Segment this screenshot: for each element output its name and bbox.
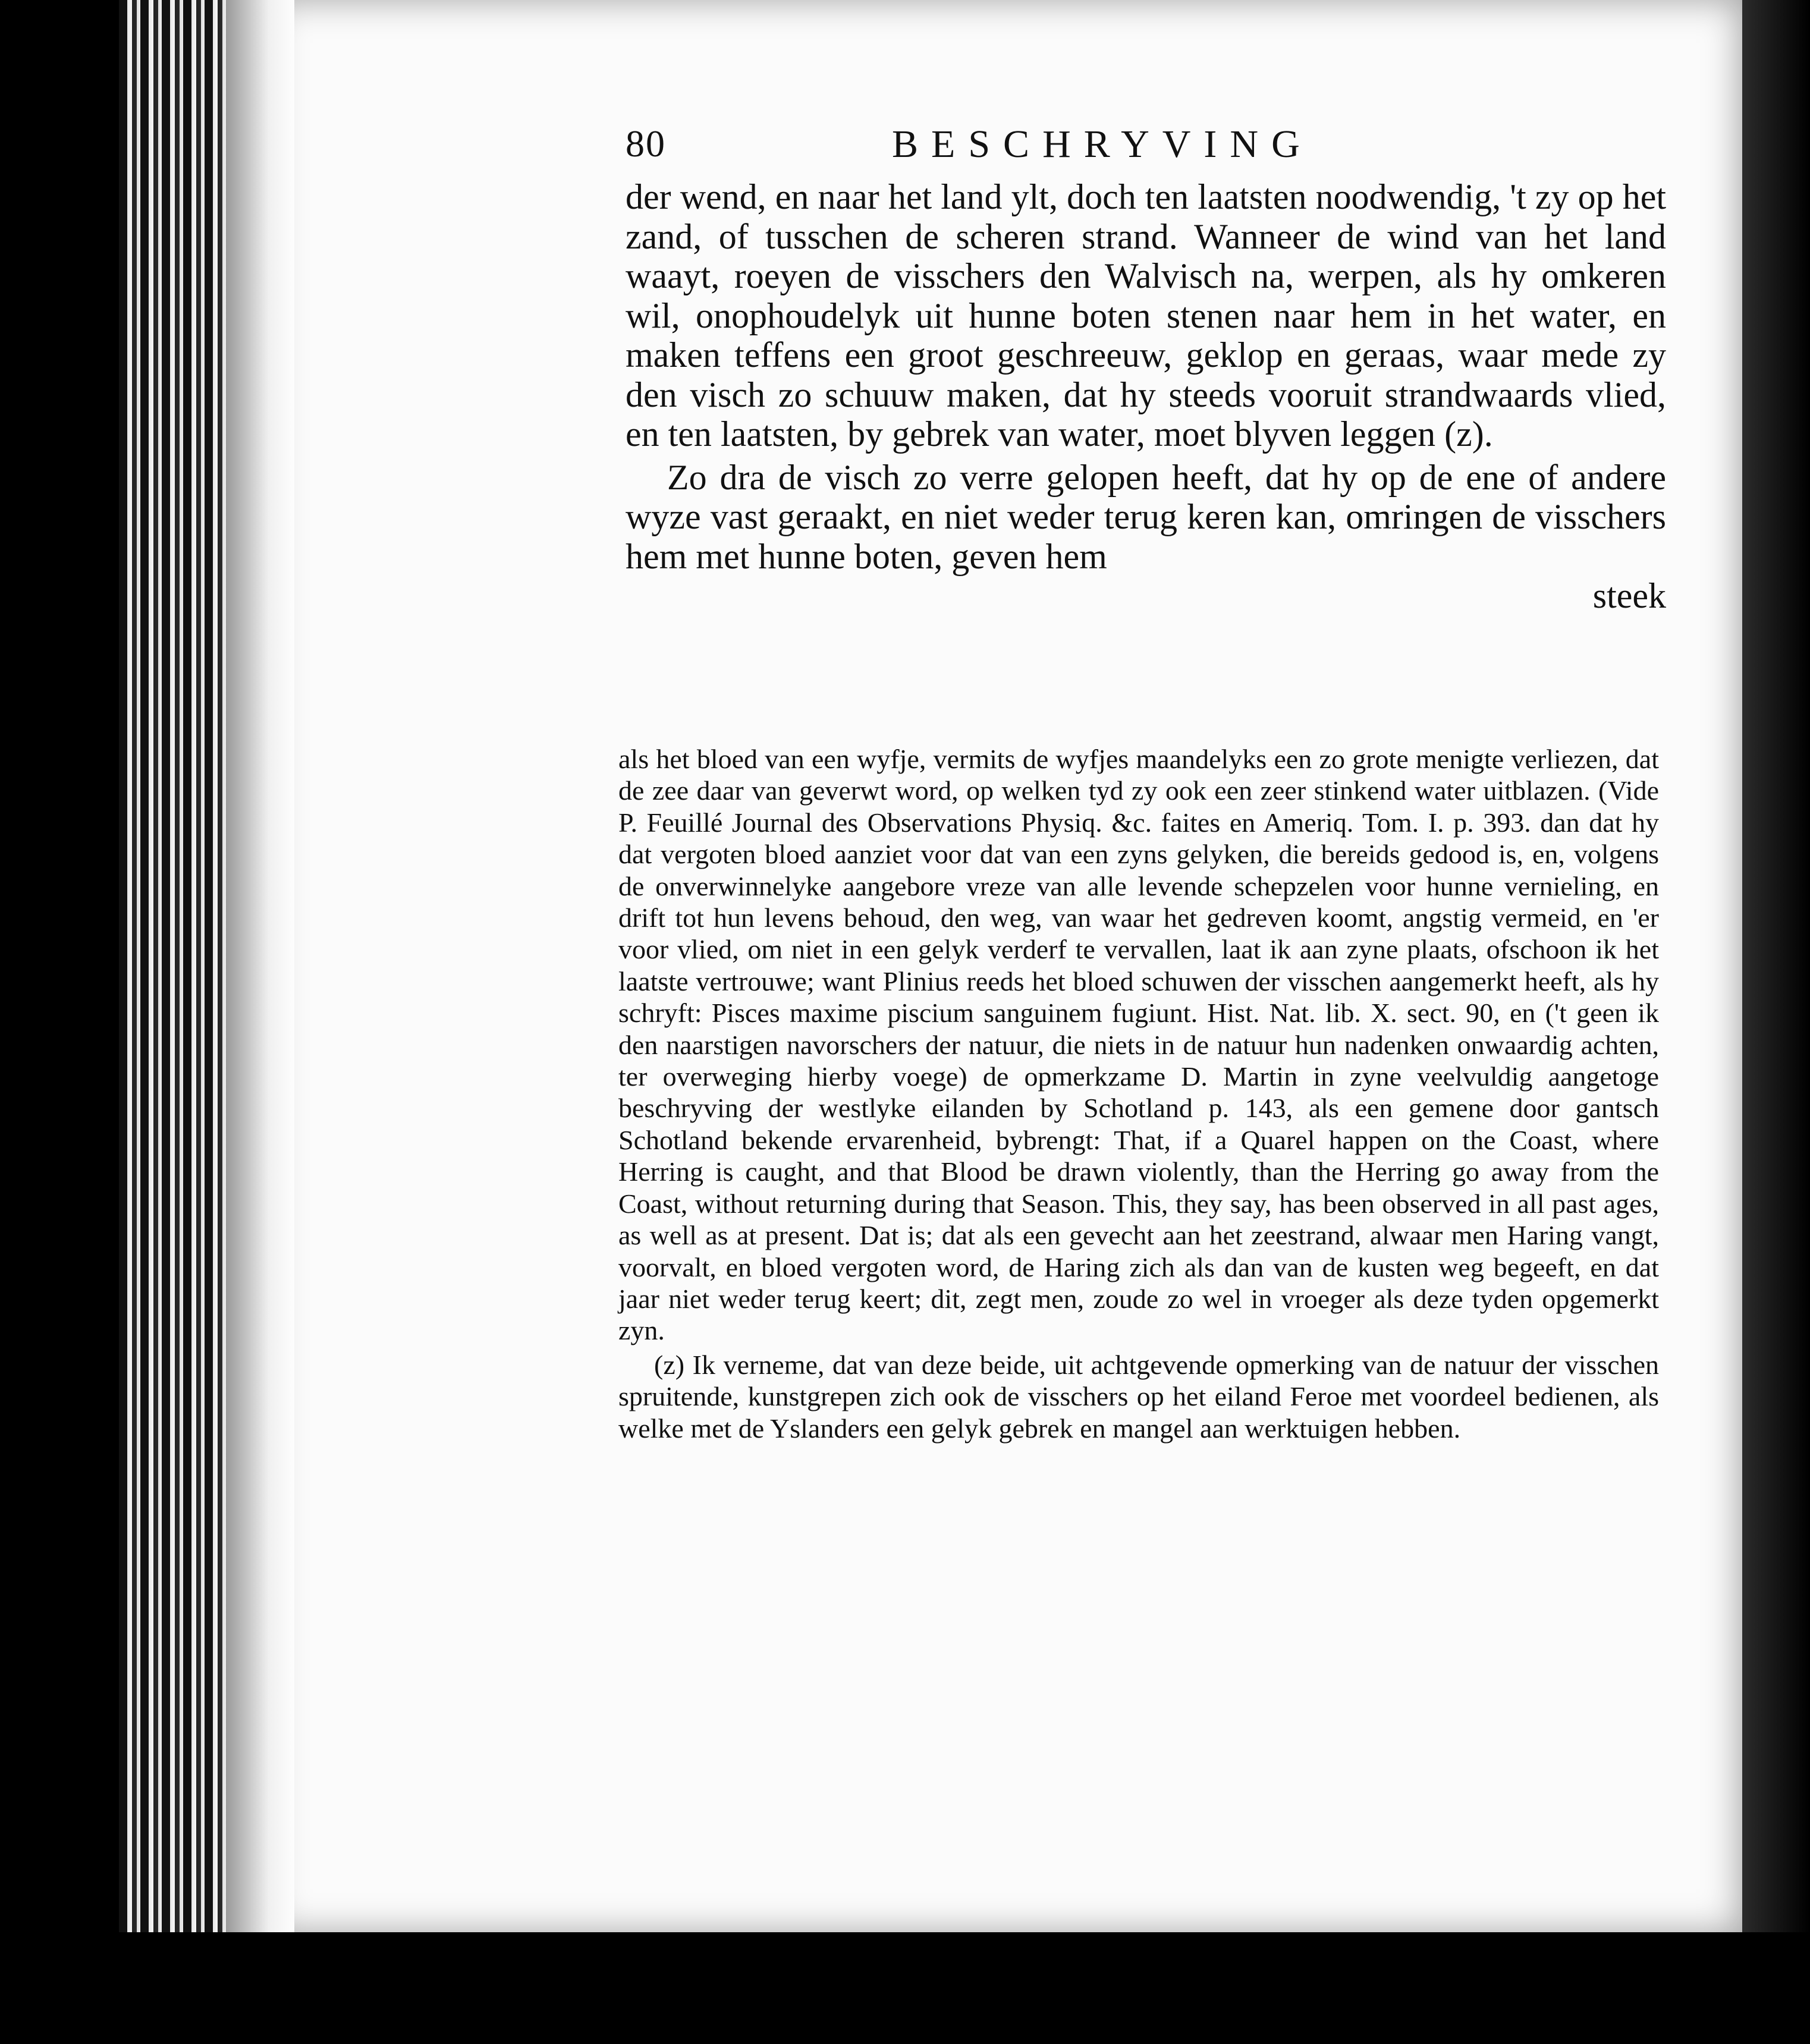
scan-bottom-margin (178, 1932, 1810, 2044)
main-paragraph-1: der wend, en naar het land ylt, doch ten laatsten noodwendig, 't zy op het zand, of tusschen de scheren strand. Wanneer de wind van het land waayt, roeyen de visschers den Walvisch na, werpen, als hy omkeren wil, onophoudelyk uit hunne boten stenen naar hem in het water, en maken teffens een groot geschreeuw, geklop en geraas, waar mede zy den visch zo schuuw maken, dat hy steeds vooruit strandwaards vlied, en ten laatsten, by gebrek van water, moet blyven leggen (z). (626, 177, 1666, 454)
book-gutter-shadow (226, 0, 297, 1932)
footnote-z: (z) Ik verneme, dat van deze beide, uit achtgevende opmerking van de natuur der visschen spruitende, kunstgrepen zich ook de visschers op het eiland Feroe met voordeel bedienen, als welke met de Yslanders een gelyk gebrek en mangel aan werktuigen hebben. (618, 1349, 1659, 1444)
main-text (626, 177, 1666, 616)
page-right-shadow (1742, 0, 1810, 2044)
main-paragraph-2: Zo dra de visch zo verre gelopen heeft, dat hy op de ene of andere wyze vast geraakt, en niet weder terug keren kan, omringen de visschers hem met hunne boten, geven hem (626, 457, 1666, 576)
running-head: BESCHRYVING (892, 122, 1313, 166)
footnotes (618, 743, 1659, 1444)
page-number: 80 (626, 122, 666, 165)
catchword: steek (1592, 576, 1666, 615)
footnote-continuation: als het bloed van een wyfje, vermits de wyfjes maandelyks een zo grote menigte verliezen, dat de zee daar van geverwt word, op welken tyd zy ook een zeer stinkend water uitblazen. (Vide P. Feuillé Journal des Observations Physiq. &c. faites en Ameriq. Tom. I. p. 393. dan dat hy dat vergoten bloed aanziet voor dat van een zyns gelyken, die bereids gedood is, en, volgens de onverwinnelyke aangebore vreze van alle levende schepzelen voor hunne vernieling, en drift tot hun levens behoud, den weg, van waar het gedreven koomt, angstig vermeid, en 'er voor vlied, om niet in een gelyk verderf te vervallen, laat ik aan zyne plaats, ofschoon ik het laatste vertrouwe; want Plinius reeds het bloed schuwen der visschen aangemerkt heeft, als hy schryft: Pisces maxime piscium sanguinem fugiunt. Hist. Nat. lib. X. sect. 90, en ('t geen ik den naarstigen navorschers der natuur, die niets in de natuur hun nadenken onwaardig achten, ter overweging hierby voege) de opmerkzame D. Martin in zyne veelvuldig aangetoge beschryving der westlyke eilanden by Schotland p. 143, als een gemene door gantsch Schotland bekende ervarenheid, bybrengt: That, if a Quarel happen on the Coast, where Herring is caught, and that Blood be drawn violently, than the Herring go away from the Coast, without returning during that Season. This, they say, has been observed in all past ages, as well as at present. Dat is; dat als een gevecht aan het zeestrand, alwaar men Haring vangt, voorvalt, en bloed vergoten word, de Haring zich als dan van de kusten weg begeeft, en dat jaar niet weder terug keert; dit, zegt men, zoude zo wel in vroeger als deze tyden opgemerkt zyn. (618, 744, 1659, 1346)
